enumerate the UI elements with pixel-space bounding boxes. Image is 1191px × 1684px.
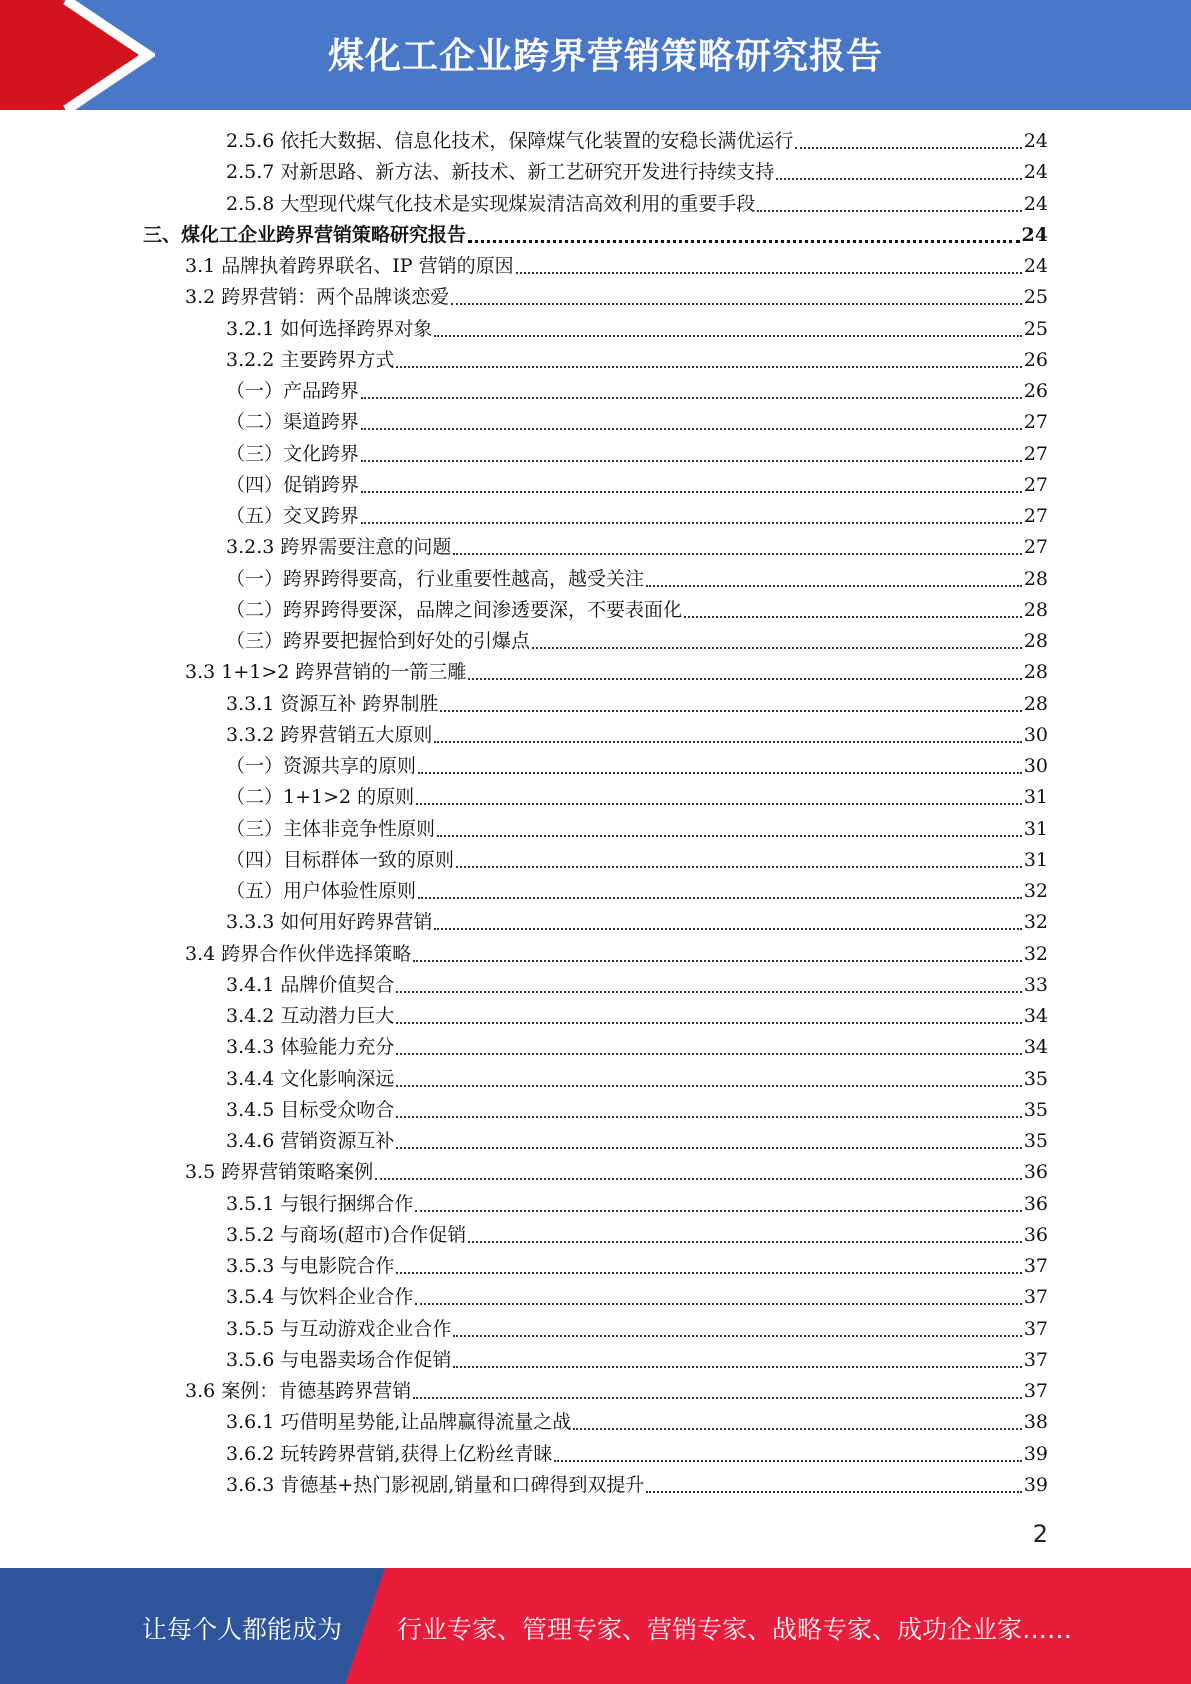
toc-dot-leader xyxy=(468,677,1021,680)
toc-dot-leader xyxy=(418,896,1022,899)
toc-entry-page: 28 xyxy=(1023,661,1048,684)
toc-dot-leader xyxy=(434,334,1021,337)
toc-entry-label: 3.6.3 肯德基+热门影视剧,销量和口碑得到双提升 xyxy=(226,1473,645,1496)
toc-entry[interactable] xyxy=(185,939,1048,970)
toc-dot-leader xyxy=(468,1240,1022,1243)
toc-entry-label: （二）渠道跨界 xyxy=(226,411,360,434)
toc-entry-label: （五）用户体验性原则 xyxy=(226,880,417,902)
toc-dot-leader xyxy=(361,427,1022,430)
toc-dot-leader xyxy=(396,1271,1021,1274)
toc-entry[interactable] xyxy=(226,1251,1048,1282)
toc-dot-leader xyxy=(468,239,1020,243)
toc-dot-leader xyxy=(361,521,1022,524)
toc-entry-label: （三）跨界要把握恰到好处的引爆点 xyxy=(226,630,531,652)
toc-dot-leader xyxy=(396,1021,1021,1024)
toc-dot-leader xyxy=(453,552,1021,555)
toc-entry[interactable] xyxy=(226,1407,1048,1438)
toc-entry-page: 35 xyxy=(1023,1130,1048,1152)
toc-entry-page: 32 xyxy=(1023,911,1048,934)
toc-entry[interactable] xyxy=(226,407,1048,438)
toc-entry-label: 3.6.1 巧借明星势能,让品牌赢得流量之战 xyxy=(226,1411,572,1434)
toc-dot-leader xyxy=(453,1365,1021,1368)
toc-dot-leader xyxy=(413,1396,1022,1399)
toc-dot-leader xyxy=(795,146,1021,149)
toc-entry-label: 3.2.2 主要跨界方式 xyxy=(226,348,395,371)
toc-entry-label: 3.4.6 营销资源互补 xyxy=(226,1130,395,1152)
toc-entry-page: 26 xyxy=(1023,380,1048,402)
toc-entry-label: （四）目标群体一致的原则 xyxy=(226,848,455,871)
toc-entry-page: 36 xyxy=(1023,1192,1048,1215)
toc-dot-leader xyxy=(440,709,1021,712)
page-header xyxy=(0,0,1191,110)
toc-entry[interactable] xyxy=(226,189,1048,220)
toc-entry-page: 28 xyxy=(1023,630,1048,652)
toc-entry[interactable] xyxy=(226,1064,1048,1095)
toc-dot-leader xyxy=(646,1490,1021,1493)
toc-entry-page: 24 xyxy=(1023,255,1048,277)
toc-entry-page: 37 xyxy=(1023,1348,1048,1371)
toc-dot-leader xyxy=(451,302,1022,305)
toc-entry-page: 24 xyxy=(1021,223,1048,246)
toc-entry-page: 32 xyxy=(1023,880,1048,902)
toc-dot-leader xyxy=(375,1177,1022,1180)
toc-entry[interactable] xyxy=(185,282,1048,313)
toc-dot-leader xyxy=(646,584,1022,587)
footer-slogan-left: 让每个人都能成为 xyxy=(142,1615,343,1644)
toc-dot-leader xyxy=(396,1052,1021,1055)
toc-dot-leader xyxy=(434,740,1021,743)
toc-entry-label: 3.5.3 与电影院合作 xyxy=(226,1255,395,1277)
toc-entry[interactable] xyxy=(226,532,1048,563)
toc-entry-page: 31 xyxy=(1023,786,1048,809)
toc-entry-label: 3.3.2 跨界营销五大原则 xyxy=(226,723,433,746)
toc-entry-label: 2.5.7 对新思路、新方法、新技术、新工艺研究开发进行持续支持 xyxy=(226,161,775,184)
toc-entry[interactable] xyxy=(226,314,1048,345)
toc-entry-page: 24 xyxy=(1023,192,1048,215)
toc-entry-label: 3.5.4 与饮料企业合作 xyxy=(226,1286,414,1309)
toc-entry[interactable] xyxy=(226,345,1048,376)
toc-entry[interactable] xyxy=(226,376,1048,407)
toc-dot-leader xyxy=(684,615,1022,618)
toc-dot-leader xyxy=(396,990,1021,993)
toc-entry[interactable] xyxy=(226,1032,1048,1063)
toc-entry-page: 24 xyxy=(1023,130,1048,152)
toc-entry-label: （五）交叉跨界 xyxy=(226,505,360,527)
toc-entry-page: 34 xyxy=(1023,1005,1048,1027)
toc-entry-page: 33 xyxy=(1023,973,1048,996)
toc-entry[interactable] xyxy=(226,595,1048,626)
toc-entry[interactable] xyxy=(185,657,1048,688)
toc-entry-page: 36 xyxy=(1023,1161,1048,1184)
toc-entry-page: 36 xyxy=(1023,1223,1048,1246)
toc-entry[interactable] xyxy=(226,439,1048,470)
toc-dot-leader xyxy=(415,1209,1021,1212)
toc-entry[interactable] xyxy=(226,782,1048,813)
toc-entry-label: 3.3.3 如何用好跨界营销 xyxy=(226,911,433,934)
toc-entry-page: 38 xyxy=(1023,1411,1048,1434)
toc-entry-label: （一）资源共享的原则 xyxy=(226,755,417,777)
toc-dot-leader xyxy=(413,959,1022,962)
toc-entry[interactable] xyxy=(226,157,1048,188)
toc-entry-label: 三、煤化工企业跨界营销策略研究报告 xyxy=(143,223,467,246)
toc-entry-page: 31 xyxy=(1023,817,1048,840)
toc-entry[interactable] xyxy=(226,1345,1048,1376)
toc-entry-page: 34 xyxy=(1023,1036,1048,1059)
toc-dot-leader xyxy=(516,271,1022,274)
toc-entry-page: 24 xyxy=(1023,161,1048,184)
page-number: 2 xyxy=(1032,1520,1048,1548)
toc-entry-label: 3.2.3 跨界需要注意的问题 xyxy=(226,536,452,559)
toc-entry-page: 35 xyxy=(1023,1067,1048,1090)
toc-entry[interactable] xyxy=(143,220,1048,251)
toc-dot-leader xyxy=(416,802,1022,805)
toc-entry[interactable] xyxy=(226,1095,1048,1126)
page-footer xyxy=(0,1568,1191,1684)
toc-entry-label: 3.4.3 体验能力充分 xyxy=(226,1036,395,1059)
toc-entry-label: （一）产品跨界 xyxy=(226,380,360,402)
toc-entry[interactable] xyxy=(185,251,1048,282)
toc-dot-leader xyxy=(361,490,1022,493)
toc-dot-leader xyxy=(456,865,1022,868)
toc-entry-page: 37 xyxy=(1023,1286,1048,1309)
toc-entry-label: 3.5.6 与电器卖场合作促销 xyxy=(226,1348,452,1371)
toc-entry[interactable] xyxy=(226,907,1048,938)
toc-entry-label: 3.4.1 品牌价值契合 xyxy=(226,973,395,996)
toc-entry[interactable] xyxy=(226,751,1048,782)
toc-entry-label: 3.3.1 资源互补 跨界制胜 xyxy=(226,692,439,715)
toc-entry[interactable] xyxy=(185,1157,1048,1188)
toc-entry-label: 3.4.4 文化影响深远 xyxy=(226,1067,395,1090)
toc-entry[interactable] xyxy=(226,501,1048,532)
toc-entry-label: 3.5.2 与商场(超市)合作促销 xyxy=(226,1223,467,1246)
toc-dot-leader xyxy=(415,1302,1021,1305)
toc-entry[interactable] xyxy=(226,1314,1048,1345)
toc-entry-page: 30 xyxy=(1023,755,1048,777)
toc-dot-leader xyxy=(396,365,1021,368)
toc-entry-page: 27 xyxy=(1023,536,1048,559)
header-title: 煤化工企业跨界营销策略研究报告 xyxy=(327,36,883,77)
toc-dot-leader xyxy=(434,927,1021,930)
toc-dot-leader xyxy=(361,396,1022,399)
toc-entry[interactable] xyxy=(226,845,1048,876)
toc-dot-leader xyxy=(554,1459,1021,1462)
toc-entry-label: （三）主体非竞争性原则 xyxy=(226,817,436,840)
toc-entry-page: 27 xyxy=(1023,411,1048,434)
toc-dot-leader xyxy=(532,646,1022,649)
toc-entry-label: 3.2.1 如何选择跨界对象 xyxy=(226,317,433,340)
toc-entry-page: 26 xyxy=(1023,348,1048,371)
toc-dot-leader xyxy=(361,459,1022,462)
toc-entry-label: 3.6.2 玩转跨界营销,获得上亿粉丝青睐 xyxy=(226,1442,553,1465)
toc-entry[interactable] xyxy=(226,1220,1048,1251)
toc-entry[interactable] xyxy=(226,626,1048,657)
toc-entry-page: 25 xyxy=(1023,317,1048,340)
toc-entry[interactable] xyxy=(226,970,1048,1001)
toc-entry-page: 37 xyxy=(1023,1380,1048,1402)
toc-entry[interactable] xyxy=(185,1376,1048,1407)
toc-entry-page: 32 xyxy=(1023,942,1048,965)
toc-entry-page: 37 xyxy=(1023,1317,1048,1340)
toc-entry-label: 2.5.8 大型现代煤气化技术是实现煤炭清洁高效利用的重要手段 xyxy=(226,192,756,215)
toc-dot-leader xyxy=(396,1115,1021,1118)
toc-dot-leader xyxy=(396,1084,1021,1087)
toc-entry-label: 3.5.5 与互动游戏企业合作 xyxy=(226,1317,452,1340)
toc-entry-label: 3.5.1 与银行捆绑合作 xyxy=(226,1192,414,1215)
toc-entry[interactable] xyxy=(226,126,1048,157)
toc-entry-label: 3.4.5 目标受众吻合 xyxy=(226,1098,395,1121)
toc-entry-page: 35 xyxy=(1023,1098,1048,1121)
toc-dot-leader xyxy=(573,1427,1021,1430)
toc-entry-label: 2.5.6 依托大数据、信息化技术，保障煤气化装置的安稳长满优运行 xyxy=(226,130,794,152)
toc-entry[interactable] xyxy=(226,470,1048,501)
toc-entry-page: 27 xyxy=(1023,473,1048,496)
toc-entry-label: （四）促销跨界 xyxy=(226,473,360,496)
toc-dot-leader xyxy=(757,209,1021,212)
toc-dot-leader xyxy=(418,771,1022,774)
toc-entry-page: 39 xyxy=(1023,1473,1048,1496)
footer-slogan-right: 行业专家、管理专家、营销专家、战略专家、成功企业家…… xyxy=(397,1615,1073,1644)
toc-dot-leader xyxy=(453,1334,1021,1337)
toc-entry-page: 31 xyxy=(1023,848,1048,871)
toc-dot-leader xyxy=(776,177,1021,180)
toc-entry-page: 28 xyxy=(1023,598,1048,621)
toc-entry[interactable] xyxy=(226,564,1048,595)
toc-entry-page: 25 xyxy=(1023,286,1048,309)
toc-entry-page: 39 xyxy=(1023,1442,1048,1465)
toc-entry[interactable] xyxy=(226,1439,1048,1470)
toc-entry-label: 3.3 1+1>2 跨界营销的一箭三雕 xyxy=(185,661,467,684)
toc-entry-label: 3.2 跨界营销：两个品牌谈恋爱 xyxy=(185,286,450,309)
toc-entry[interactable] xyxy=(226,814,1048,845)
toc-entry-page: 30 xyxy=(1023,723,1048,746)
toc-entry[interactable] xyxy=(226,1189,1048,1220)
toc-entry-label: 3.5 跨界营销策略案例 xyxy=(185,1161,374,1184)
toc-entry-label: 3.4.2 互动潜力巨大 xyxy=(226,1005,395,1027)
toc-entry[interactable] xyxy=(226,689,1048,720)
toc-dot-leader xyxy=(396,1146,1021,1149)
toc-entry[interactable] xyxy=(226,1282,1048,1313)
toc-entry-label: （三）文化跨界 xyxy=(226,442,360,465)
toc-entry-label: （一）跨界跨得要高，行业重要性越高，越受关注 xyxy=(226,567,645,590)
toc-entry-label: 3.6 案例：肯德基跨界营销 xyxy=(185,1380,412,1402)
toc-entry-label: （二）1+1>2 的原则 xyxy=(226,786,415,809)
toc-entry-page: 27 xyxy=(1023,442,1048,465)
toc-entry-page: 28 xyxy=(1023,567,1048,590)
toc-entry[interactable] xyxy=(226,1470,1048,1501)
toc-entry-label: 3.1 品牌执着跨界联名、IP 营销的原因 xyxy=(185,255,514,277)
toc-entry-label: （二）跨界跨得要深，品牌之间渗透要深，不要表面化 xyxy=(226,598,683,621)
toc-dot-leader xyxy=(437,834,1022,837)
toc-entry-page: 27 xyxy=(1023,505,1048,527)
toc-entry-page: 28 xyxy=(1023,692,1048,715)
toc-entry-label: 3.4 跨界合作伙伴选择策略 xyxy=(185,942,412,965)
toc-entry[interactable] xyxy=(226,1001,1048,1032)
toc-entry[interactable] xyxy=(226,720,1048,751)
toc-entry[interactable] xyxy=(226,1126,1048,1157)
toc-entry[interactable] xyxy=(226,876,1048,907)
toc-entry-page: 37 xyxy=(1023,1255,1048,1277)
